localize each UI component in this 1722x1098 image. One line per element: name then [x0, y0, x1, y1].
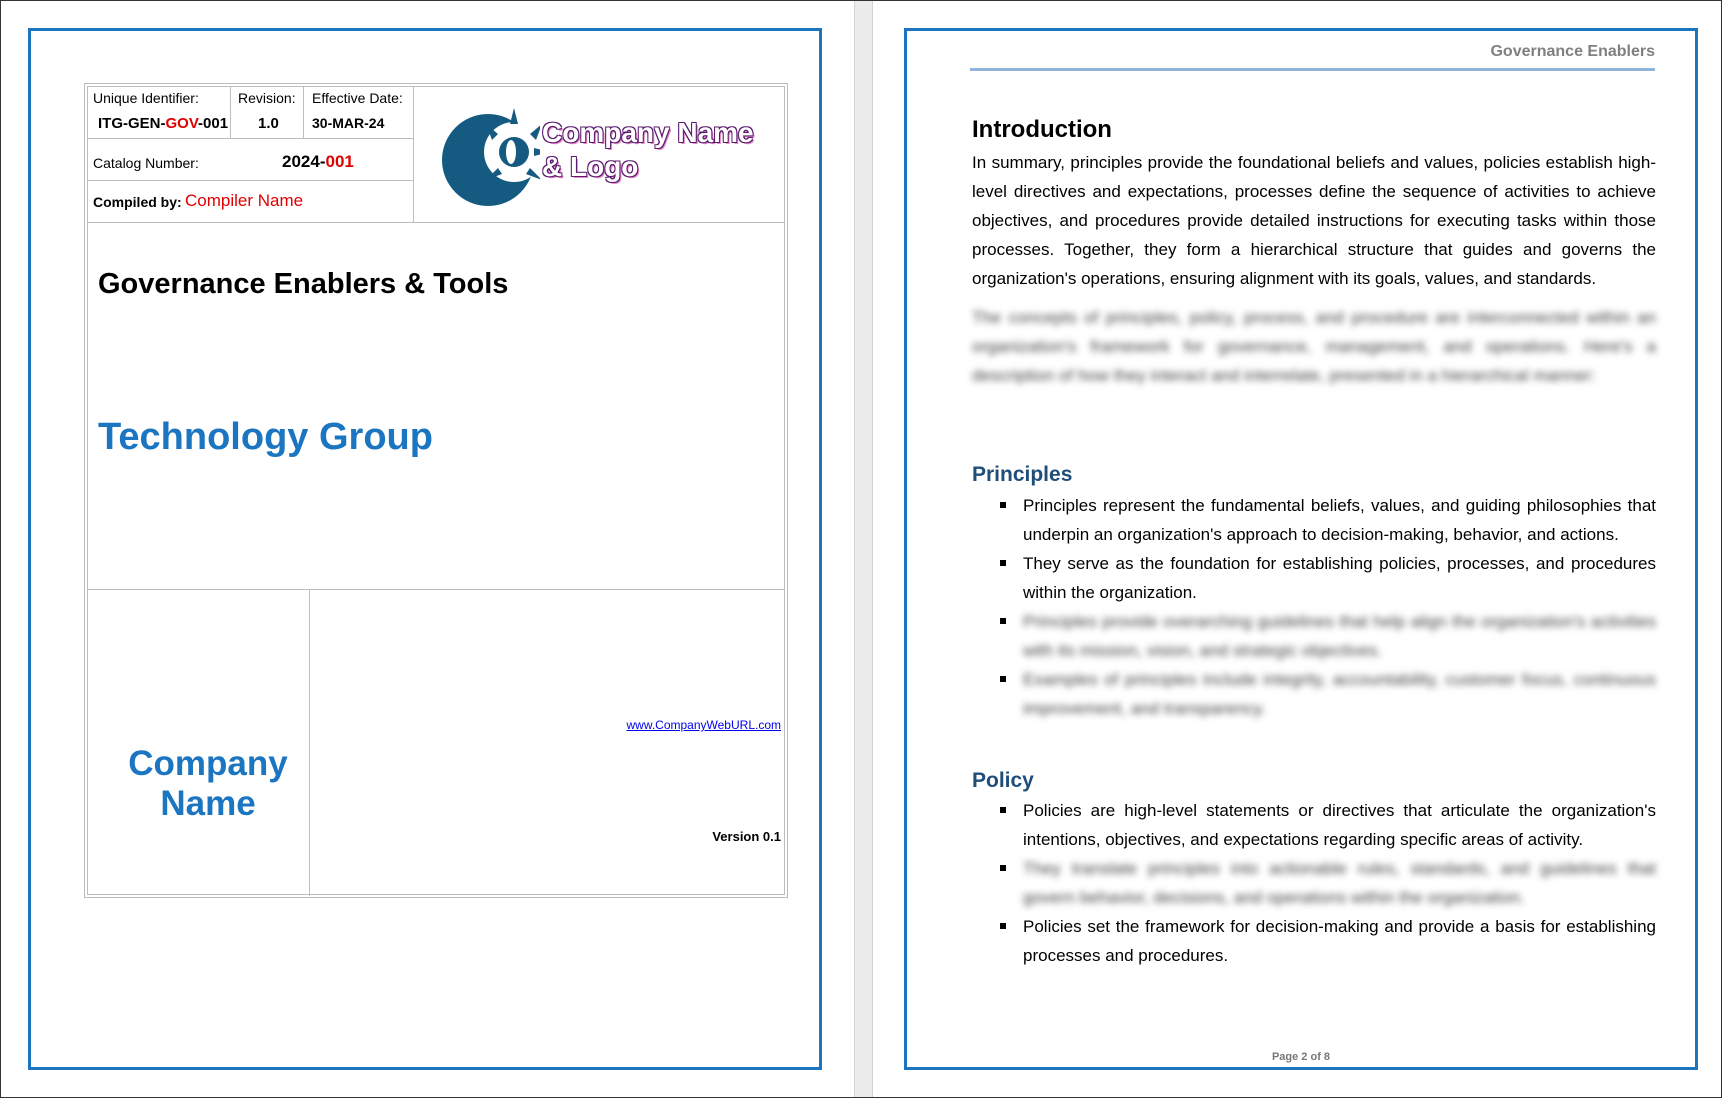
- list-item: They translate principles into actionable rules, standards, and guidelines that govern behavior, decisions, and operations within the organization.: [972, 854, 1656, 912]
- list-item: Examples of principles include integrity, accountability, customer focus, continuous improvement, and transparency.: [972, 665, 1656, 723]
- revision-label: Revision:: [238, 90, 296, 106]
- list-item: They serve as the foundation for establishing policies, processes, and procedures within the organization.: [972, 549, 1656, 607]
- header-rule: [970, 68, 1655, 71]
- introduction-paragraph: In summary, principles provide the foundational beliefs and values, policies establish high-level directives and expectations, processes define the sequence of activities to achieve objectives, and procedures provide detailed instructions for executing tasks within those processes. Together, they form a hierarchical structure that guides and governs the organization's operations, ensuring alignment with its goals, values, and standards.: [972, 153, 1656, 288]
- logo-text: Company Name & Logo: [542, 117, 754, 182]
- bullet-icon: [1000, 502, 1006, 508]
- list-item: Principles provide overarching guidelines that help align the organization's activities with its mission, vision, and strategic objectives.: [972, 607, 1656, 665]
- unique-id-label: Unique Identifier:: [93, 90, 199, 106]
- version-label: Version 0.1: [712, 829, 781, 844]
- cover-page: [28, 28, 822, 1070]
- sun-logo-icon: [440, 94, 540, 214]
- principles-heading: Principles: [972, 463, 1073, 486]
- compiler-name: Compiler Name: [185, 191, 304, 210]
- document-title: Governance Enablers & Tools: [98, 268, 509, 300]
- list-item: Policies are high-level statements or directives that articulate the organization's intentions, objectives, and expectations regarding specific areas of activity.: [972, 796, 1656, 854]
- list-item: Principles represent the fundamental beliefs, values, and guiding philosophies that underpin an organization's approach to decision-making, behavior, and actions.: [972, 491, 1656, 549]
- company-name: Company Name: [128, 744, 288, 823]
- introduction-heading: Introduction: [972, 116, 1112, 143]
- company-url-link[interactable]: www.CompanyWebURL.com: [626, 718, 781, 732]
- catalog-number-value: 2024-001: [282, 152, 354, 171]
- page-gutter: [854, 1, 873, 1097]
- bullet-icon: [1000, 865, 1006, 871]
- blurred-paragraph: The concepts of principles, policy, process, and procedure are interconnected within an organization's framework for governance, management, and operations. Here's a description of how they interact and interrelate, presented in a hierarchical manner:: [972, 308, 1656, 385]
- compiled-by-label: Compiled by:: [93, 194, 182, 210]
- unique-id-value: ITG-GEN-GOV-001: [98, 115, 229, 132]
- catalog-number-label: Catalog Number:: [93, 155, 199, 171]
- bullet-icon: [1000, 676, 1006, 682]
- content-page: [904, 28, 1698, 1070]
- bullet-icon: [1000, 923, 1006, 929]
- policy-heading: Policy: [972, 769, 1034, 792]
- running-header: Governance Enablers: [1490, 43, 1655, 60]
- list-item: Policies set the framework for decision-making and provide a basis for establishing processes and procedures.: [972, 912, 1656, 970]
- bullet-icon: [1000, 807, 1006, 813]
- page-number: Page 2 of 8: [1271, 1051, 1331, 1063]
- group-title: Technology Group: [98, 416, 433, 458]
- company-logo: [446, 94, 772, 224]
- effective-date-label: Effective Date:: [312, 90, 403, 106]
- bullet-icon: [1000, 618, 1006, 624]
- bullet-icon: [1000, 560, 1006, 566]
- effective-date-value: 30-MAR-24: [312, 115, 385, 131]
- cover-table: [84, 83, 788, 898]
- revision-value: 1.0: [258, 115, 279, 132]
